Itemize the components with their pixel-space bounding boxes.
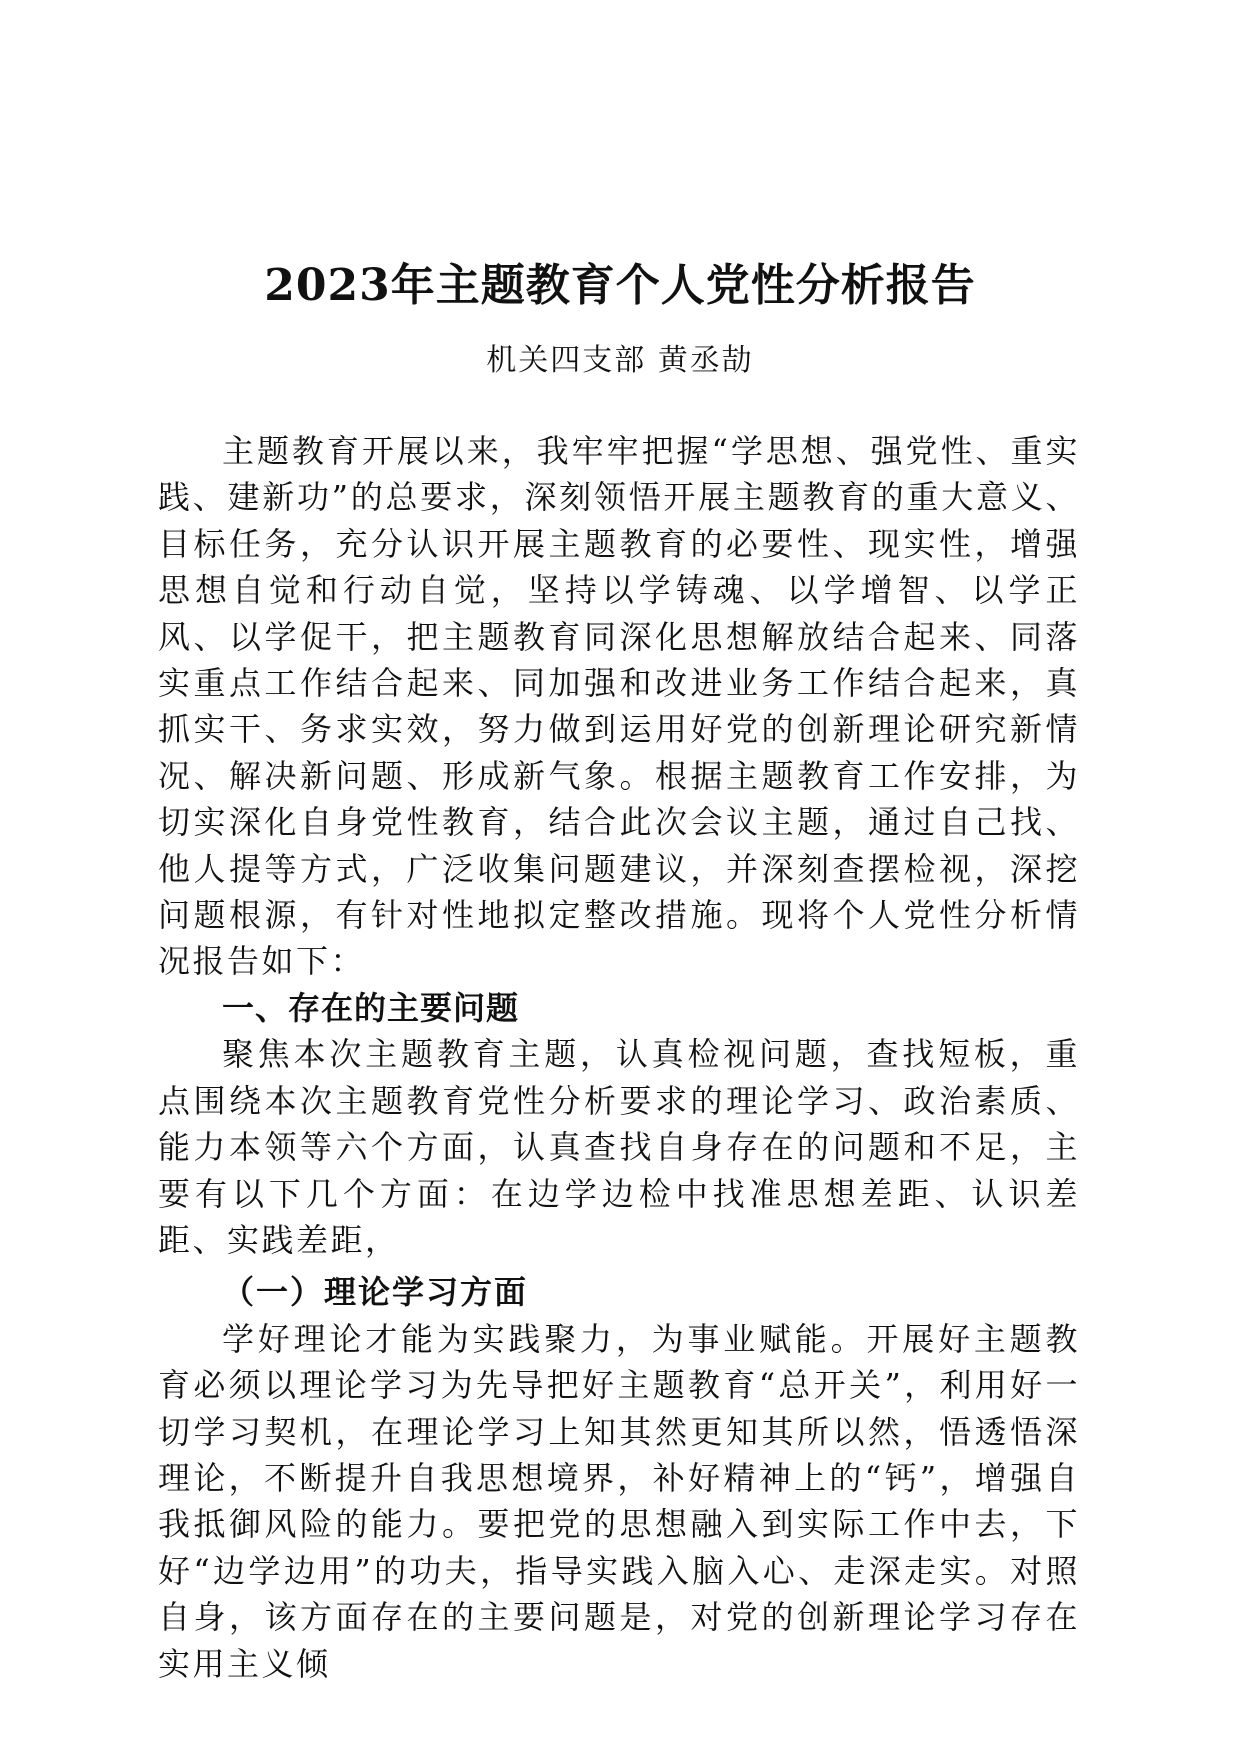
document-author: 机关四支部 黄丞劼 [486,343,754,378]
problems-paragraph: 聚焦本次主题教育主题，认真检视问题，查找短板，重点围绕本次主题教育党性分析要求的理论学习、政治素质、能力本领等六个方面，认真查找自身存在的问题和不足，主要有以下几个方面：在边学边检中找准思想差距、认识差距、实践差距， [158,1035,1080,1259]
intro-paragraph: 主题教育开展以来，我牢牢把握“学思想、强党性、重实践、建新功”的总要求，深刻领悟开展主题教育的重大意义、目标任务，充分认识开展主题教育的必要性、现实性，增强思想自觉和行动自觉，坚持以学铸魂、以学增智、以学正风、以学促干，把主题教育同深化思想解放结合起来、同落实重点工作结合起来、同加强和改进业务工作结合起来，真抓实干、务求实效，努力做到运用好党的创新理论研究新情况、解决新问题、形成新气象。根据主题教育工作安排，为切实深化自身党性教育，结合此次会议主题，通过自己找、他人提等方式，广泛收集问题建议，并深刻查摆检视，深挖问题根源，有针对性地拟定整改措施。现将个人党性分析情况报告如下： [158,432,1080,981]
document-body [158,428,1080,1687]
subsection-heading-theory-study: （一）理论学习方面 [222,1273,529,1312]
theory-study-paragraph: 学好理论才能为实践聚力，为事业赋能。开展好主题教育必须以理论学习为先导把好主题教育“总开关”，利用好一切学习契机，在理论学习上知其然更知其所以然，悟透悟深理论，不断提升自我思想境界，补好精神上的“钙”，增强自我抵御风险的能力。要把党的思想融入到实际工作中去，下好“边学边用”的功夫，指导实践入脑入心、走深走实。对照自身，该方面存在的主要问题是，对党的创新理论学习存在实用主义倾 [158,1319,1080,1683]
document-title: 2023年主题教育个人党性分析报告 [264,260,976,311]
section-heading-main-problems: 一、存在的主要问题 [222,988,520,1027]
